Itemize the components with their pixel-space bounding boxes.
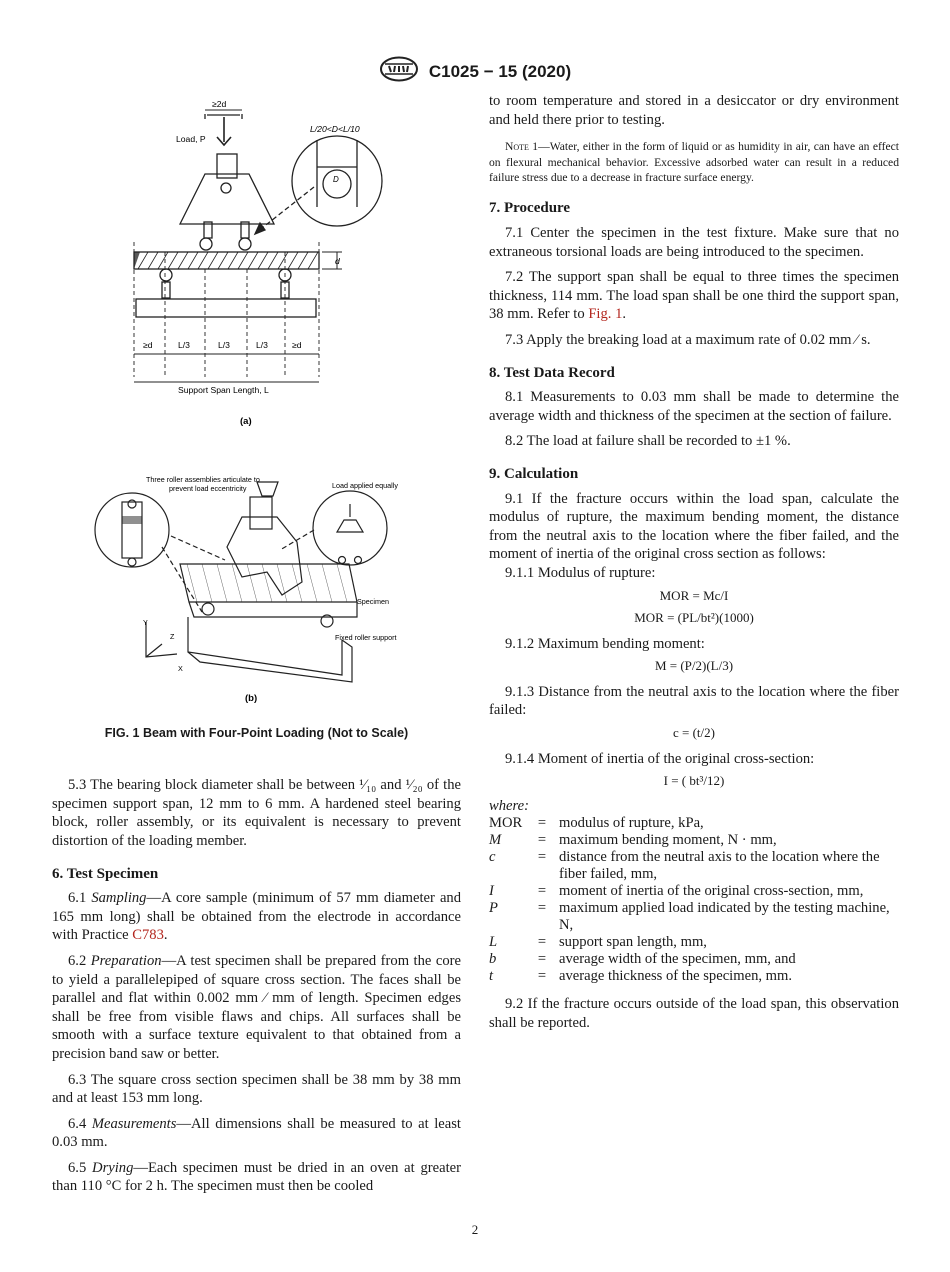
right-column bbox=[489, 92, 899, 1033]
fig-b-axis-y: Y bbox=[143, 618, 148, 627]
section-9-heading: 9. Calculation bbox=[489, 465, 579, 482]
section-6-heading: 6. Test Specimen bbox=[52, 865, 159, 882]
page-number: 2 bbox=[471, 1222, 479, 1237]
table-row: b = average width of the specimen, mm, and bbox=[489, 951, 796, 968]
page-header bbox=[0, 56, 950, 87]
para-9-1: 9.1 If the fracture occurs within the load span, calculate the modulus of rupture, the maximum bending moment, the distance from the neutral axis to the location where the fiber failed, and the moment of inertia of the original cross section as follows: bbox=[489, 490, 899, 563]
figure-caption: FIG. 1 Beam with Four-Point Loading (Not to Scale) bbox=[104, 725, 409, 740]
section-8-heading: 8. Test Data Record bbox=[489, 364, 615, 381]
equation-mor-2: MOR = (PL/bt²)(1000) bbox=[634, 610, 754, 626]
table-row: L = support span length, mm, bbox=[489, 934, 707, 951]
table-row: MOR = modulus of rupture, kPa, bbox=[489, 815, 704, 832]
para-9-1-2: 9.1.2 Maximum bending moment: bbox=[505, 635, 705, 652]
para-6-4: 6.4 Measurements—All dimensions shall be measured to at least 0.03 mm. bbox=[52, 1115, 461, 1151]
link-fig-1[interactable]: Fig. 1 bbox=[588, 306, 623, 323]
fig-b-sublabel: (b) bbox=[245, 693, 258, 704]
fig-a-d-label: D bbox=[333, 175, 339, 184]
para-6-5-continued: to room temperature and stored in a desiccator or dry environment and held there prior to testing. bbox=[489, 93, 899, 128]
fig-b-roller-note-2: prevent load eccentricity bbox=[169, 484, 247, 493]
para-6-1: 6.1 Sampling—A core sample (minimum of 57 mm diameter and 165 mm long) shall be obtained from the electrode in accordance with Practice C783. bbox=[52, 890, 462, 944]
para-6-2: 6.2 Preparation—A test specimen shall be prepared from the core to yield a parallelepiped of square cross section. The faces shall be parallel and flat within 0.002 mm ⁄ mm of length. Specimen edges shall be free from visible flaws and chips. All surfaces shall be smooth with a surface texture equivalent to that obtained from a precision band saw or better. bbox=[52, 952, 461, 1062]
para-9-2: 9.2 If the fracture occurs outside of the load span, this observation shall be reported. bbox=[489, 996, 899, 1032]
fig-a-load-label: Load, P bbox=[176, 134, 206, 144]
astm-logo bbox=[379, 56, 419, 87]
equation-inertia: I = ( bt³/12) bbox=[663, 773, 725, 789]
para-7-3: 7.3 Apply the breaking load at a maximum rate of 0.02 mm ⁄ s. bbox=[505, 331, 871, 348]
figure-1-drawing bbox=[52, 92, 461, 714]
table-row: I = moment of inertia of the original cross-section, mm, bbox=[489, 883, 864, 900]
table-row: t = average thickness of the specimen, mm. bbox=[489, 968, 793, 985]
para-9-1-3: 9.1.3 Distance from the neutral axis to the location where the fiber failed: bbox=[489, 683, 899, 719]
document-designation: C1025 − 15 (2020) bbox=[428, 61, 572, 81]
fig-a-span-third-1: L/3 bbox=[178, 340, 190, 350]
fig-a-left-overhang: ≥d bbox=[143, 340, 153, 350]
para-8-2: 8.2 The load at failure shall be recorded to ±1 %. bbox=[505, 433, 791, 450]
para-7-1: 7.1 Center the specimen in the test fixture. Make sure that no extraneous torsional loads are being introduced to the specimen. bbox=[489, 225, 899, 260]
table-row: M = maximum bending moment, N · mm, bbox=[489, 832, 777, 849]
para-9-1-1: 9.1.1 Modulus of rupture: bbox=[505, 564, 656, 581]
fig-a-span-third-2: L/3 bbox=[218, 340, 230, 350]
fig-b-fixed-support: Fixed roller support bbox=[335, 633, 397, 642]
table-row: c = distance from the neutral axis to the location where the fiber failed, mm, bbox=[489, 849, 880, 883]
left-column bbox=[52, 92, 461, 1196]
fig-b-axis-x: X bbox=[178, 664, 183, 673]
fig-a-top-dim: ≥2d bbox=[212, 99, 227, 109]
para-7-2: 7.2 The support span shall be equal to three times the specimen thickness, 114 mm. The load span shall be one third the support span, 38 mm. Refer to Fig. 1. bbox=[489, 269, 899, 323]
fig-b-specimen: Specimen bbox=[357, 597, 389, 606]
figure-1 bbox=[52, 92, 461, 742]
equation-moment: M = (P/2)(L/3) bbox=[654, 658, 734, 674]
fig-a-sublabel: (a) bbox=[240, 416, 252, 427]
fig-b-load-equal: Load applied equally bbox=[332, 481, 398, 490]
equation-c: c = (t/2) bbox=[673, 725, 715, 741]
fig-a-thickness-label: d bbox=[335, 256, 340, 266]
table-row: P = maximum applied load indicated by the testing machine, N, bbox=[489, 900, 890, 934]
section-7-heading: 7. Procedure bbox=[489, 200, 571, 217]
para-9-1-4: 9.1.4 Moment of inertia of the original cross-section: bbox=[505, 750, 815, 767]
para-6-5: 6.5 Drying—Each specimen must be dried in an oven at greater than 110 °C for 2 h. The specimen must then be cooled bbox=[52, 1159, 461, 1195]
equation-mor-1: MOR = Mc/I bbox=[659, 587, 729, 603]
para-8-1: 8.1 Measurements to 0.03 mm shall be made to determine the average width and thickness of the specimen at the section of failure. bbox=[489, 389, 899, 424]
where-label: where: bbox=[489, 797, 529, 814]
fig-b-roller-note-1: Three roller assemblies articulate to bbox=[146, 475, 260, 484]
fig-a-span-label: Support Span Length, L bbox=[178, 385, 269, 395]
para-5-3: 5.3 The bearing block diameter shall be between ¹⁄₁₀ and ¹⁄₂₀ of the specimen support span, 12 mm to 6 mm. A hardened steel bearing block, roller assembly, or its equivalent is necessary to prevent distortion of the loading member. bbox=[52, 777, 461, 849]
note-1: Note 1—Water, either in the form of liquid or as humidity in air, can have an effect on flexural mechanical behavior. Excessive adsorbed water can result in a reduced failure stress due to a decrease in fracture surface energy. bbox=[489, 140, 899, 184]
fig-a-right-overhang: ≥d bbox=[292, 340, 302, 350]
fig-a-span-third-3: L/3 bbox=[256, 340, 268, 350]
link-c783[interactable]: C783 bbox=[132, 927, 164, 944]
variables-table bbox=[489, 815, 899, 985]
fig-a-diameter-range: L/20<D<L/10 bbox=[310, 124, 360, 134]
para-6-3: 6.3 The square cross section specimen shall be 38 mm by 38 mm and at least 153 mm long. bbox=[52, 1071, 461, 1107]
fig-b-axis-z: Z bbox=[170, 632, 175, 641]
